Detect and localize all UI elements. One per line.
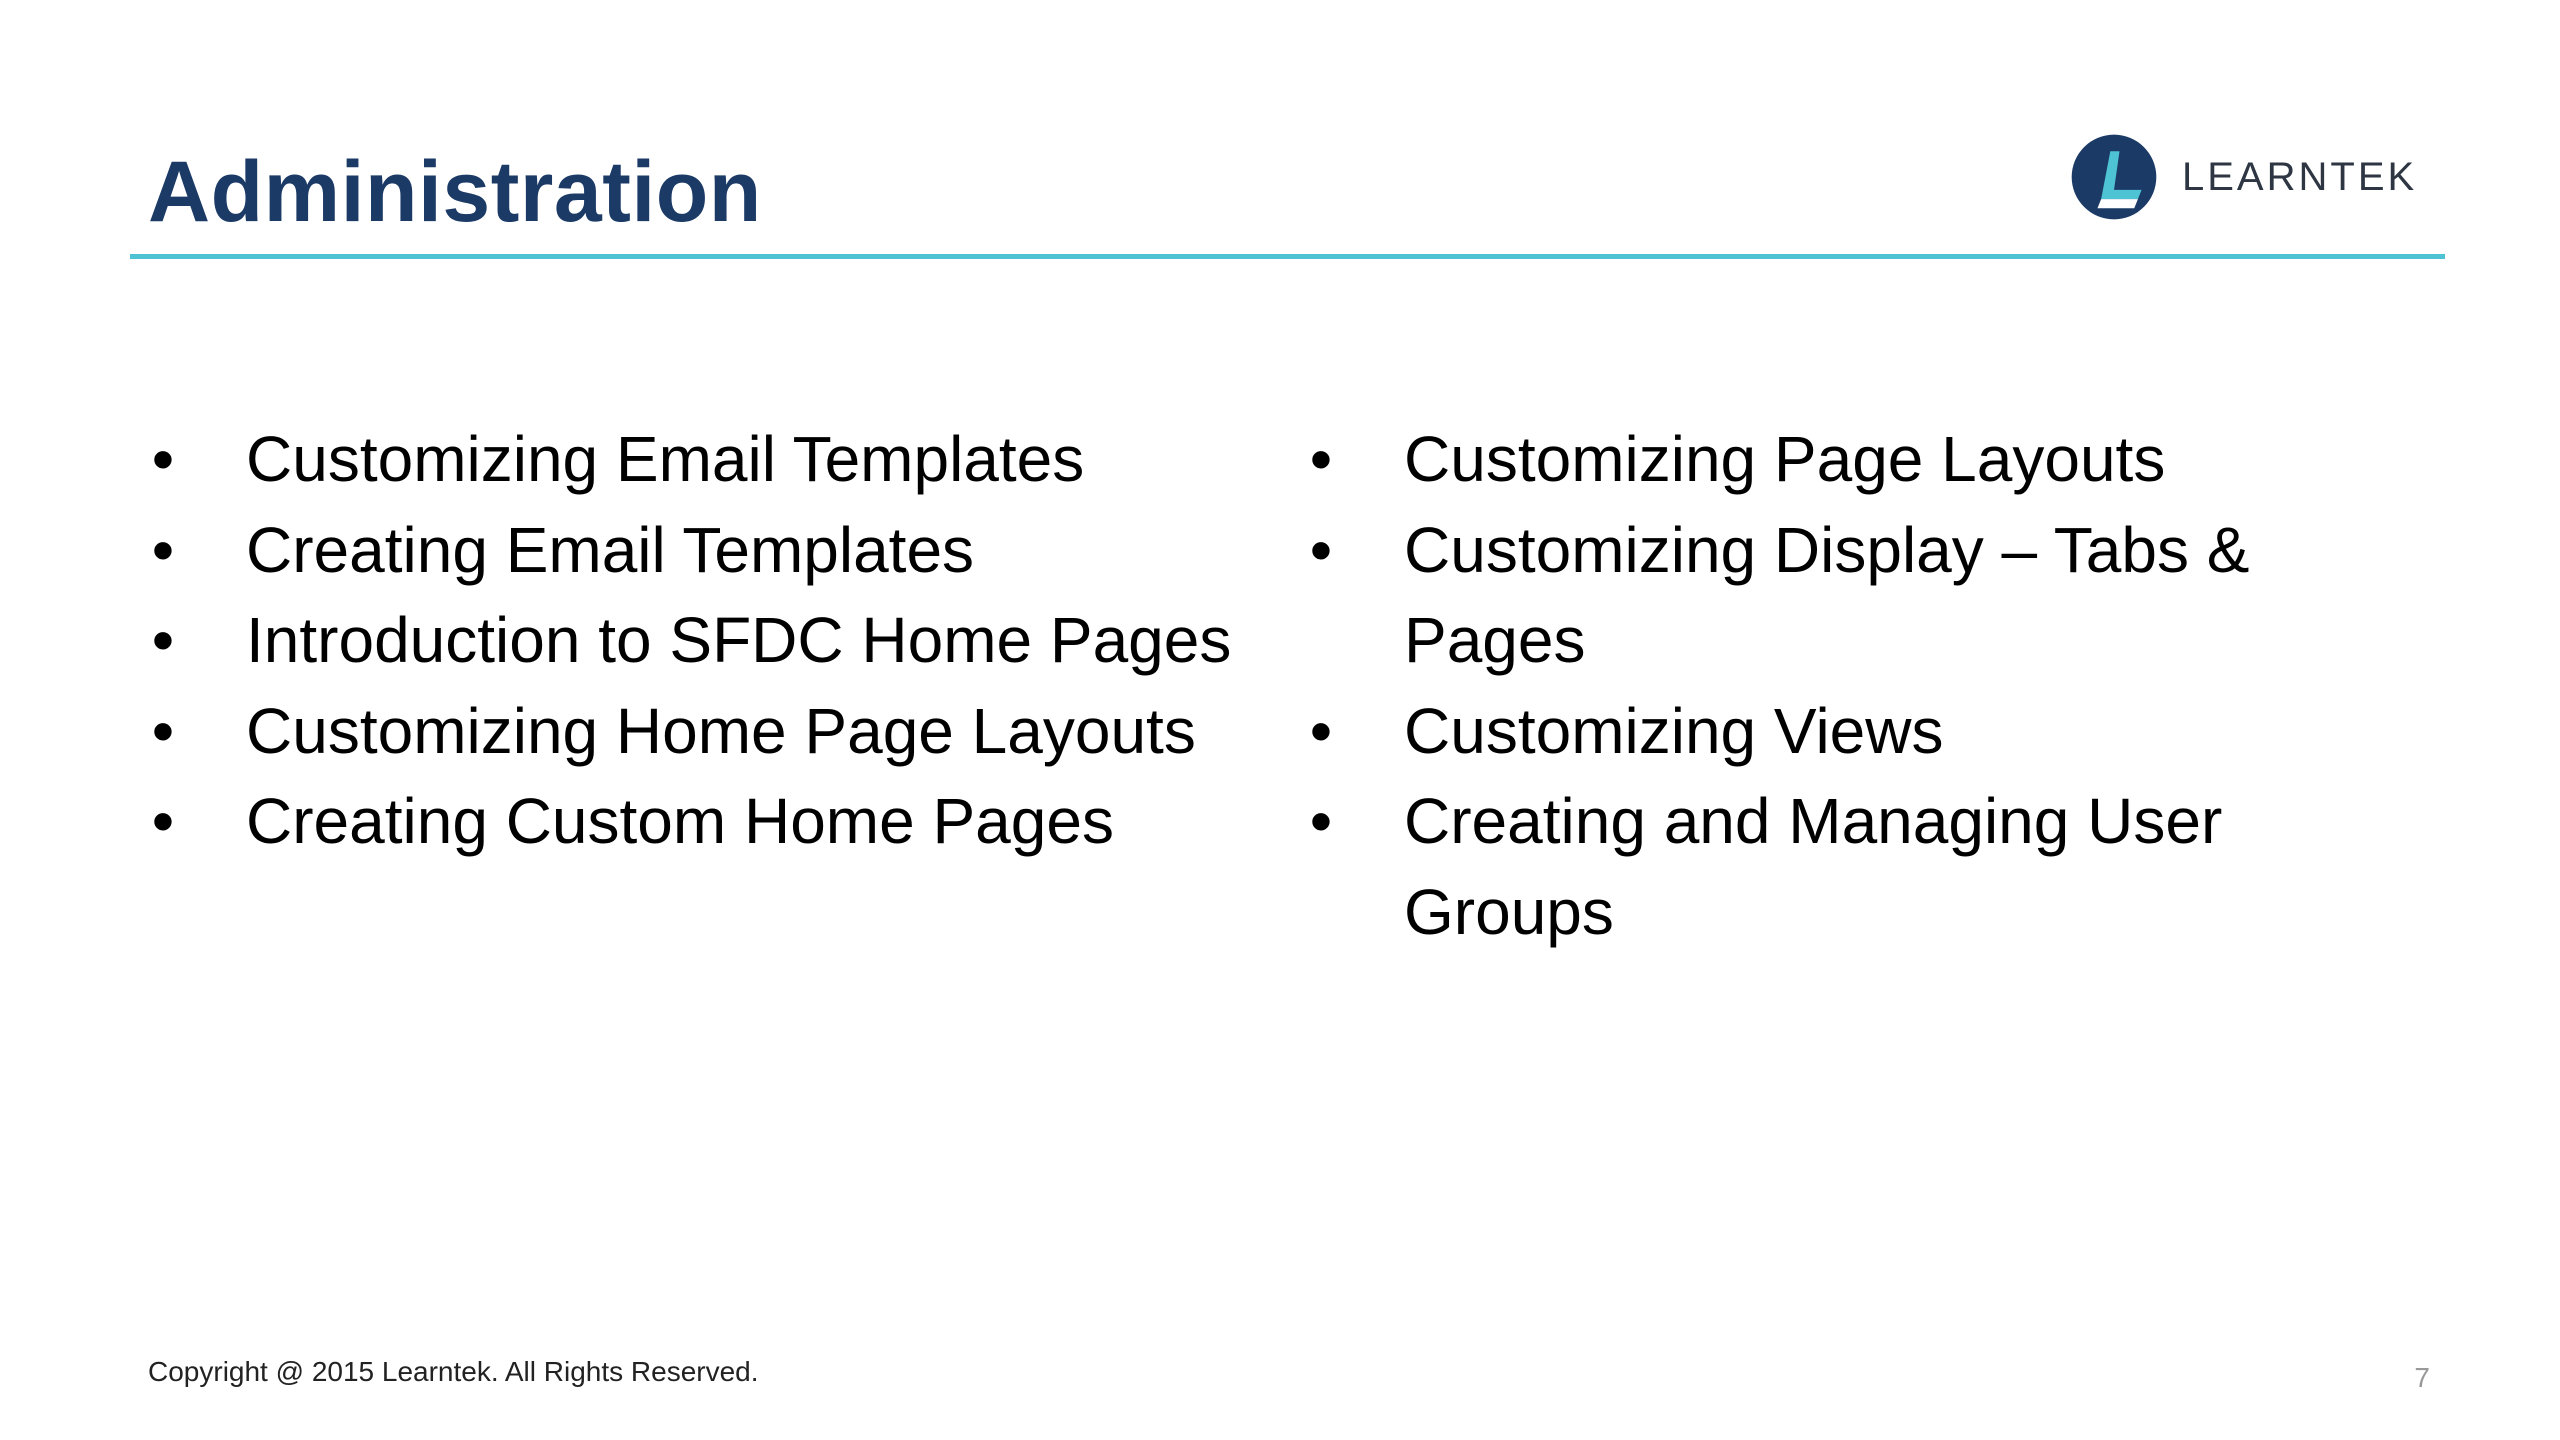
- right-bullet-list: [1306, 414, 2426, 957]
- list-item-text: Creating Email Templates: [246, 513, 975, 586]
- slide-title: Administration: [148, 144, 762, 240]
- learntek-logo-icon: [2068, 131, 2160, 223]
- left-bullet-list: [148, 414, 1258, 867]
- list-item: [148, 414, 1258, 505]
- bullet-icon: •: [151, 423, 175, 495]
- learntek-logo: [2068, 130, 2417, 224]
- bullet-icon: •: [1309, 513, 1333, 586]
- list-item-text: Customizing Display – Tabs & Pages: [1404, 513, 2250, 676]
- bullet-icon: •: [151, 785, 175, 857]
- bullet-icon: •: [1309, 785, 1333, 857]
- list-item: [148, 505, 1258, 596]
- bullet-icon: •: [1309, 423, 1333, 495]
- list-item: [148, 595, 1258, 686]
- copyright-footer: Copyright @ 2015 Learntek. All Rights Reserved.: [148, 1356, 759, 1387]
- list-item: [1306, 414, 2426, 505]
- bullet-icon: •: [151, 694, 175, 767]
- logo-wordmark: LEARNTEK: [2182, 155, 2418, 199]
- list-item: [148, 686, 1258, 777]
- list-item-text: Customizing Home Page Layouts: [246, 694, 1196, 767]
- bullet-icon: •: [151, 604, 175, 676]
- list-item-text: Customizing Page Layouts: [1404, 423, 2166, 495]
- bullet-icon: •: [1309, 694, 1333, 767]
- page-number: 7: [2414, 1362, 2430, 1393]
- list-item-text: Introduction to SFDC Home Pages: [246, 604, 1232, 676]
- list-item: [1306, 686, 2426, 777]
- list-item-text: Customizing Views: [1404, 694, 1944, 767]
- list-item: [1306, 505, 2426, 686]
- list-item-text: Creating and Managing User Groups: [1404, 785, 2223, 948]
- list-item: [1306, 776, 2426, 957]
- bullet-icon: •: [151, 513, 175, 586]
- title-divider: [130, 254, 2445, 259]
- list-item-text: Creating Custom Home Pages: [246, 785, 1114, 857]
- list-item: [148, 776, 1258, 867]
- list-item-text: Customizing Email Templates: [246, 423, 1085, 495]
